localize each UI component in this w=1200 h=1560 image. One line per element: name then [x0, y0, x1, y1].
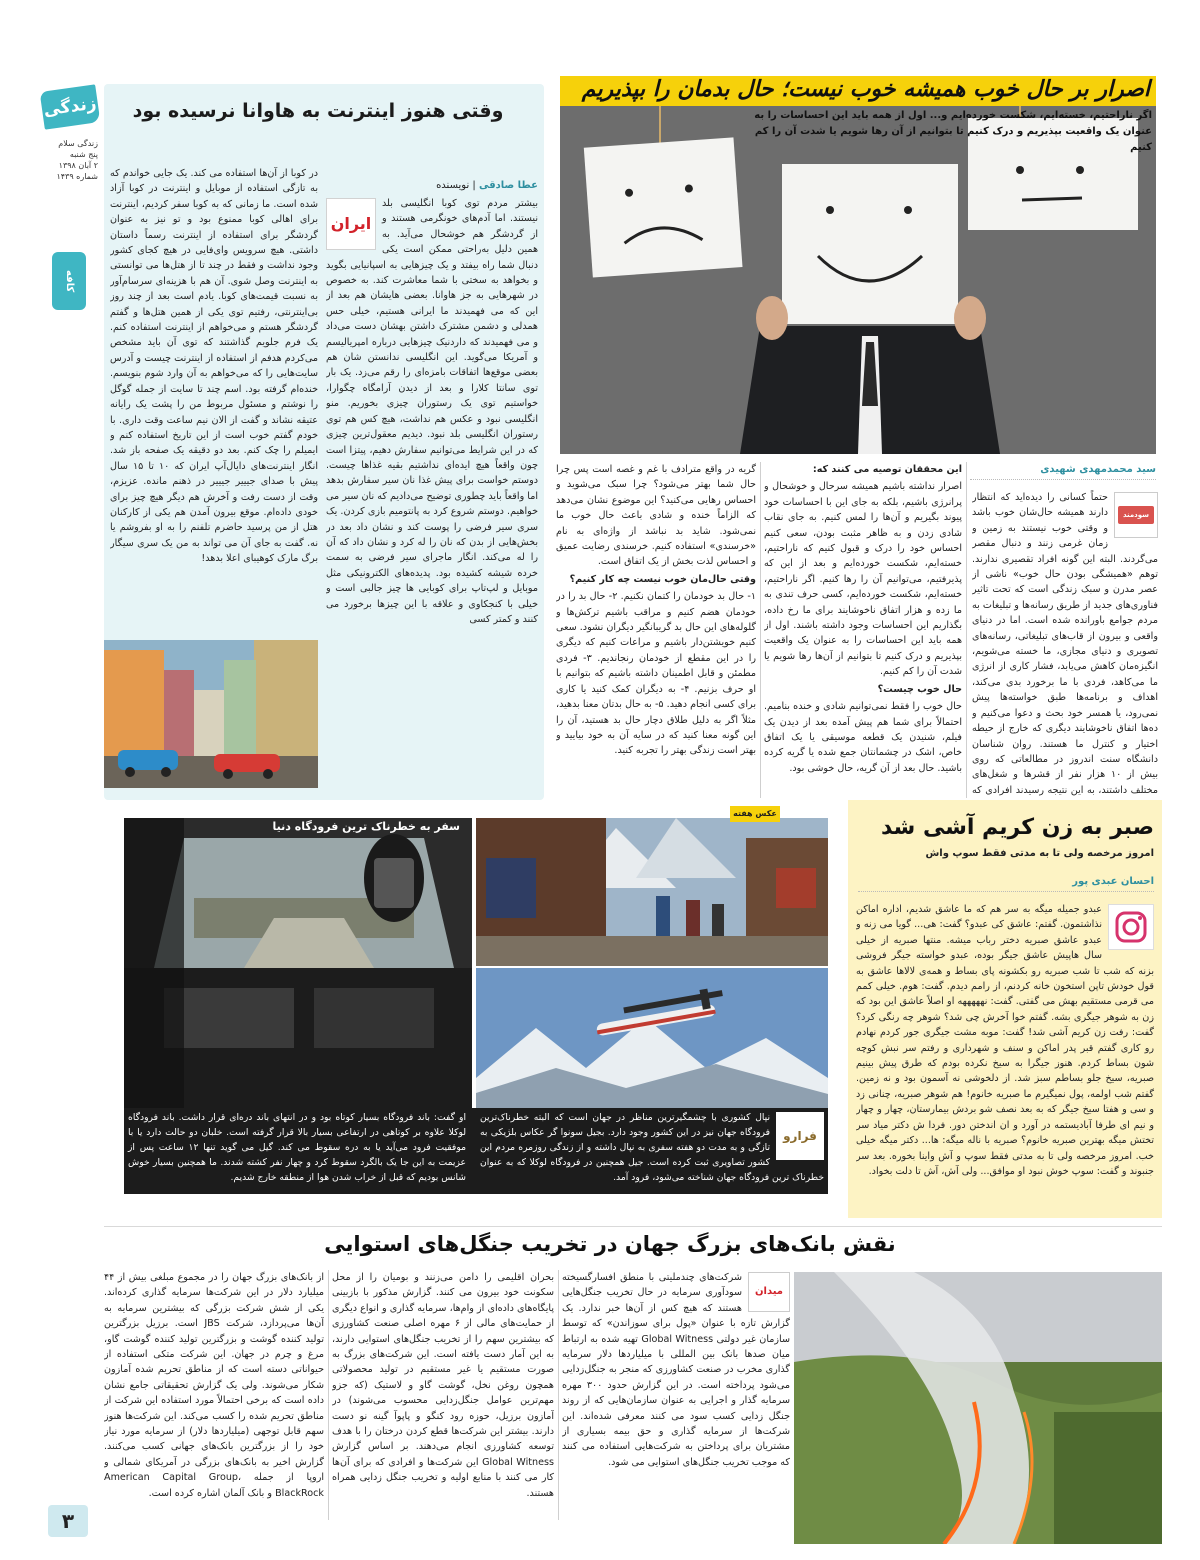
source-logo-text: فرارو — [783, 1129, 817, 1143]
happiness-column-3 — [556, 462, 756, 798]
havana-headline: وقتی هنوز اینترنت به هاوانا نرسیده بود — [132, 100, 504, 122]
plane-mountains-photo — [476, 968, 828, 1108]
meta-line: زندگی سلام — [58, 139, 98, 148]
article-paragraph: حال خوب را فقط نمی‌توانیم شادی و خنده بنامیم. احتمالاً برای شما هم پیش آمده بعد از دیدن یک فیلم، شنیدن یک قطعه موسیقی یا یک اتفاق خاص، اشک در چشمانتان جمع شده یا گریه کرده باشید. حال بعد از آن گریه، حال خوشی بود. — [764, 701, 962, 774]
happiness-headline: اصرار بر حال خوب همیشه خوب نیست؛ حال بدمان را بپذیریم — [581, 77, 1150, 102]
brand-logo: زندگی — [40, 84, 101, 129]
banks-column-3 — [104, 1270, 324, 1520]
happiness-column-1 — [972, 490, 1158, 800]
patience-body — [856, 902, 1154, 1214]
banks-column-2 — [332, 1270, 554, 1520]
meta-line: ۲ آبان ۱۳۹۸ — [58, 161, 98, 170]
article-paragraph: حتماً کسانی را دیده‌اید که انتظار دارند همیشه حال‌شان خوب باشد و وقتی خوب نیستند به زمین و زمان غرمی زنند و دنبال مقصر می‌گردند. البته این گونه افراد تقصیری ندارند. توهم «همیشگی بودن حال خوب» ناشی از عصر مدرن و سبک زندگی است که تحت تاثیر فناوری‌های جدید از طریق رسانه‌ها و تبلیغات به مردم جوامع باورانده شده است. اما در دنیای واقعی و بیرون از قاب‌های تبلیغاتی، رسانه‌های تصویری و دنیای مجازی، ما خسته می‌شویم، انگیزه‌مان کاهش می‌یابد، فشار کاری از انرژی ما می‌کاهد، فردی با ما برخورد بدی می‌کند، اهداف و برنامه‌ها طبق خواسته‌ها پیش نمی‌رود، یا همسر خود بحث و دعوا می‌کنیم و ده‌ها اتفاق ناخوشایند دیگری که خارج از حیطه اختیار و کنترل ما هستند. روان شناسان دانشگاه سنت اندروز در مطالعاتی که روی بیش از ۱۰ هزار نفر از قشرها و شغل‌های مختلف داشتند، به این نتیجه رسیدند افرادی که — [972, 492, 1158, 796]
havana-column-right — [326, 196, 538, 792]
article-paragraph: نپال کشوری با چشمگیرترین مناظر در جهان است که البته خطرناک‌ترین فرودگاه جهان نیز در این کشور وجود دارد. بجیل سونوا گر عکاس بلژیکی به تازگی و به مدت دو هفته سفری به نپال داشته و از زندگی روزمره مردم این کشور تصاویری ثبت کرده است. جیل همچنین در فرودگاه لوکلا که به عنوان خطرناک ترین فرودگاه جهان شناخته می‌شود، فرود آمد. — [480, 1112, 824, 1183]
article-paragraph: گریه در واقع مترادف با غم و غصه است پس چرا حال شما بهتر می‌شود؟ چرا سبک می‌شوید و احساس رهایی می‌کنید؟ این موضوع نشان می‌دهد که الزاماً خنده و شادی باعث حال خوب ما نمی‌شود. شاید بد نباشد از واژه‌ای به نام «خرسندی» استفاده کنیم. خرسندی رضایت عمیق و احساس لذت بخش از یک اتفاق است. — [556, 464, 756, 568]
author-role: نویسنده — [436, 180, 470, 191]
column-divider — [328, 1270, 329, 1520]
source-logo-text: میدان — [754, 1286, 783, 1297]
cockpit-photo — [124, 818, 472, 1108]
patience-headline: صبر به زن کریم آشی شد — [880, 815, 1154, 840]
article-paragraph: عبدو جمیله میگه به سر هم که ما عاشق شدیم، اداره اماکن نذاشتمون. گفتم: عاشق کی عبدو؟ گفت: هی... گویا می زنه و عبدو عاشق صبریه دختر رباب میشه. منتها صبریه از خیلی سال هاپیش عاشق جیگر بوده، عبدو خواسته جیگر فروشی بزنه که شب تا شب صبریه رو بکشونه پای بساط و همه‌ی لالا‌ها عاشق به قول خودش تاپن استخون خانه کردنم، از رامم دیدم. گفت: هوم. خیلی کمم می قرمی مستقیم بهش می گفتی. گفت: نهههههه او اصلاً عاشق این بود که زن به شوهر جیگری بشه. گفتم خوا آخرش چی شد؟ شوهر چه رنگی کرد؟ گفت: رفت زن کریم آشی شد! گفت: موبه مشت جیگری جور کردم نهادم رو کاری گفتم قبر پدر اماکن و سنف و شهرداری و رفتم سر نبش کوچه شون بساط کردم. هنوز جیگرا به سیخ نکرده بودم که طرق پیش بینیم صبریه، سیخ جلو بساطم سبز شد. از دلخوشی نه آسمون بود و نه زمین. گفتم شب اولمه، پول نمیگیرم ما صبریه خانوم! هم شوهر صبریه، چنانی زد و سی و هفتا سیخ جیگر که به بعد نصف شو بردش بیمارستان، چهار و چهار و نیم ای طرفا آبادیستمه در آورد و ان اندختن دور. فردا ش دکتر میاد سر تختش میگه بهترین صبریه خانوم؟ صبریه با ناله میگه: ها... دکتر میگه خیلی خب. امروز مرخصه ولی تا به مدتی فقط سوپ و آش واینا بخوره. بعد سر جنبوند و گفت: سوپ خوش نبود او موافق... ولی آش، آش تا دلت بخواد. — [856, 904, 1154, 1177]
instagram-icon — [1108, 904, 1154, 950]
fararu-logo — [776, 1112, 824, 1160]
photo-of-week-badge: عکس هفته — [730, 806, 780, 822]
happiness-column-2 — [764, 462, 962, 798]
iran-newspaper-logo — [326, 198, 376, 250]
article-paragraph: شرکت‌های چندملیتی با منطق افسارگسیخته سودآوری سرمایه در حال تخریب جنگل‌هایی هستند که هیچ کس از آن‌ها خبر ندارد. یک گزارش تازه با عنوان «پول برای سوزاندن» که توسط سازمان غیر دولتی Global Witness تهیه شده به ارتباط میان صدها بانک بین المللی با میلیاردها دلار سرمایه گذاری مخرب در صنعت کشاورزی که منجر به جنگل‌زدایی می‌شود پرداخته است. در این گزارش حدود ۳۰۰ مهره سرمایه گذار و اجرایی به عنوان سازمان‌هایی که از روند جنگل زدایی کسب سود می کنند معرفی شده‌اند. این شرکت‌ها از سرمایه گذاری و حق بیمه بسیاری از مشتریان برای پرداختن به شرکت‌هایی استفاده می کنند که موجب تخریب جنگل‌های استوایی می شود. — [562, 1272, 790, 1468]
subheading: وقتی حال‌مان خوب نیست چه کار کنیم؟ — [569, 573, 756, 585]
article-paragraph: بحران اقلیمی را دامن می‌زنند و بومیان را از محل سکونت خود بیرون می کنند. گزارش مذکور با بازبینی پایگاه‌های داده‌ای از وام‌ها، سرمایه گذاری و انواع دیگری از حمایت‌های مالی از ۶ مهره اصلی صنعت کشاورزی که بیشترین سهم را از تخریب جنگل‌های استوایی دارند، به این آمار دست یافته است. این شرکت‌های بزرگ به صورت مستقیم یا غیر مستقیم در تولید محصولاتی همچون روغن نخل، گوشت گاو و لاستیک (که جزو مهم‌ترین عوامل جنگل‌زدایی محسوب می‌شوند) در آمازون برزیل، حوزه رود کنگو و پاپوآ گینه نو دست دارند. بیشتر این شرکت‌ها قطع کردن درختان را با هدف توسعه کشاورزی انجام می‌دهند. بر اساس گزارش Global Witness این شرکت‌ها و افرادی که برای آن‌ها کار می کنند با منابع اولیه و تخریب جنگل زدایی همراه هستند. — [332, 1272, 554, 1499]
article-paragraph: در کوبا از آن‌ها استفاده می کند. یک جایی خواندم که به تازگی استفاده از موبایل و اینترنت در کوبا آزاد شده است. ما زمانی که به کوبا سفر کردیم، اینترنت برای اهالی کوبا ممنوع بود و تو نیز به عنوان گردشگر برای استفاده از اینترنت رسماً داستان داشتی. هیچ سرویس وای‌فایی در هیچ کجای کشور وجود نداشت و فقط در چند تا از هتل‌ها می توانستی به اینترنت وصل شوی. آن هم با هزینه‌ای سرسام‌آور به نسبت قیمت‌های کوبا. یادم است بعد از چند روز بی‌اینترنتی، رفتیم توی یکی از همین هتل‌ها و گفتم گردشگر هستم و می‌خواهم از اینترنت استفاده کنم. یک فرم جلویم گذاشتند که توی آن باید مشخص می‌کردم هدفم از استفاده از اینترنت چیست و آدرس سایت‌هایی را که می‌خواهم به آن وارد شوم بنویسم. خنده‌ام گرفته بود. اسم چند تا سایت از جمله گوگل را نوشتم و مسئول مربوط من را پشت یک رایانه عتیقه نشاند و گفت از الان نیم ساعت وقت داری. با خودم گفتم خوب است از این تاریخ استفاده کنم و ایمیلم را چک کنم. بعد دو دقیقه یک صفحه باز شد. انگار اینترنت‌های دایال‌آپ ایران که ۱۰ تا ۱۵ سال پیش با صدای جیییر جیییر در ذهنم مانده. عزیزم، وقت از دست رفت و آخرش هم دیگر هیچ چیز برای خودی داده‌ام. موقع بیرون آمدن هم یکی از کارکنان هتل از من پرسید حاضرم تلفنم را به او بفروشم یا نه. گفت به جای آن می تواند به من یک سری سیگار برگ مارک کوهیبای اعلا بدهد! — [110, 168, 318, 565]
banks-headline: نقش بانک‌های بزرگ جهان در تخریب جنگل‌های استوایی — [324, 1232, 896, 1256]
patience-subtitle: امروز مرخصه ولی تا به مدتی فقط سوپ واش — [925, 848, 1154, 859]
badge-label: سودمند — [1118, 506, 1154, 524]
source-logo-text: ایران — [330, 214, 372, 233]
faces-photo — [560, 106, 1156, 454]
happiness-byline: سید محمدمهدی شهیدی — [970, 464, 1156, 480]
column-divider — [966, 462, 967, 798]
column-divider — [760, 462, 761, 798]
article-paragraph: ۱- حال بد خودمان را کتمان نکنیم. ۲- حال بد را در خودمان هضم کنیم و مراقب باشیم ترکش‌ها و گلوله‌های این حال بد گریبانگیر دیگران نشود. سعی کنیم خویشتن‌دار باشیم و مراعات کنیم که دیگری را در این مقطع از خودمان رنجاندیم. ۳- فردی مطمئن و قابل اطمینان داشته باشیم که بتوانیم با او حرف بزنیم. ۴- به دیگران کمک کنید یا کاری برای کسی انجام دهید. ۵- به حال بدتان معنا بدهید، مثلاً اگر به دلیل طلاق دچار حال بد هستید، آن را این گونه معنا کنید که در سایه آن به خود بیایید و بهتر است زندگی بهتر را تجربه کنید. — [556, 591, 756, 757]
section-rule — [104, 1226, 1162, 1227]
havana-column-left — [110, 166, 318, 626]
column-divider — [558, 1270, 559, 1520]
subheading: این محققان توصیه می کنند که: — [812, 464, 962, 475]
week-photo-caption: سفر به خطرناک ترین فرودگاه دنیا — [272, 820, 460, 833]
meta-line: پنج شنبه — [69, 150, 98, 159]
patience-byline: احسان عبدی پور — [858, 876, 1154, 892]
happiness-lead: اگر ناراحتیم، خسته‌ایم، شکست خورده‌ایم و... اول از همه باید این احساسات را به عنوان یک واقعیت بپذیریم و درک کنیم تا بتوانیم از آن رها شویم یا شدت آن را کم کنیم — [754, 110, 1152, 153]
article-paragraph: بیشتر مردم توی کوبا انگلیسی بلد نیستند. اما آدم‌های خونگرمی هستند و از گردشگر هم خوشحال می‌آید. به همین دلیل به‌راحتی ممکن است یکی دنبال شما راه بیفتد و یک چیزهایی به اسپانیایی بگوید و بخواهد به سختی با شما معاشرت کند. به خصوص در شهرهایی به جز هاوانا. بعضی هایشان هم بعد از این که می فهمیدند ما ایرانی هستیم، خیلی حس همدلی و دشمن مشترک داشتن بهشان دست می‌داد و می فهمیدند که داردنیک چیزهایی درباره امپریالیسم و آمریکا می‌گوید. این انگلیسی ندانستن شان هم بعضی موقع‌ها اتفاقات بامزه‌ای را رقم می‌زد. یک بار توی سانتا کلارا و بعد از دیدن آرامگاه چگوارا، خواستیم توی یک رستوران چیزی بخوریم. منو انگلیسی نبود و عکس هم نداشت، هیچ کس هم توی رستوران انگلیسی بلد نبود. دیدیم معقول‌ترین چیزی که در این شرایط می‌توانیم سفارش دهیم، پیتزا است چون واقعاً هیچ ایده‌ای نداشتیم بقیه غذاها چیست. دوستم خواست برای پیش غذا نان سیر سفارش بدهد اما واقعاً باید چطوری توضیح می‌دادیم که نان سیر می خواهیم. دوستم شروع کرد به پانتومیم بازی کردن. یک سری سیر فرضی را پوست کند و نشان داد بعد در بخش‌هایی از بدن که نان را له کرد و نشان داد که آن را له می‌کند. انگار ماجرای سیر فرضی به سمت خرده شیشه کشیده بود. پدیده‌های الکترونیکی مثل موبایل و لپ‌تاپ برای کوبایی ها چیز جالبی است و خیلی با کنجکاوی و علاقه با این چیزها برخورد می کنند و کمتر کسی — [326, 198, 538, 625]
havana-byline: عطا صادقی | نویسنده — [436, 180, 538, 191]
midan-logo — [748, 1272, 790, 1312]
subheading: حال خوب چیست؟ — [877, 683, 962, 695]
page-number: ۳ — [48, 1505, 88, 1537]
havana-street-photo — [104, 640, 318, 788]
section-badge — [1114, 492, 1158, 538]
meta-line: شماره ۱۴۳۹ — [56, 172, 98, 181]
issue-meta — [40, 138, 98, 182]
article-paragraph: اصرار نداشته باشیم همیشه سرحال و خوشحال و پرانرژی باشیم، بلکه به جای این با احساسات خود پیوند بگیریم و آن‌ها را لمس کنیم. به جای نقاب شادی زدن و به ظاهر مثبت بودن، سعی کنیم احساس خود را درک و قبول کنیم که ناراحتیم، خسته‌ایم، شکست خورده‌ایم و بعد از این که پذیرفتیم، می‌توانیم آن را رها کنیم. اگر ناراحتیم، خسته‌ایم، شکست خورده‌ایم، کسی حرف تندی به ما زده و هزار اتفاق ناخوشایند برای ما رخ داده، بگذاریم این احساسات وجود داشته باشند. اول از همه باید این احساسات را به عنوان یک واقعیت بپذیریم و درک کنیم تا بتوانیم از آن‌ها رها شویم یا شدت آن را کم کنیم. — [764, 481, 962, 678]
week-photo-text-right — [480, 1110, 824, 1185]
section-tab[interactable]: کافه — [52, 252, 86, 310]
forest-fire-photo — [794, 1272, 1162, 1544]
article-paragraph: از بانک‌های بزرگ جهان را در مجموع مبلغی بیش از ۴۴ میلیارد دلار در این شرکت‌ها سرمایه گذاری کرده‌اند. یکی از شش شرکت بزرگی که بیشترین سرمایه به آن‌ها می‌پردازد، شرکت JBS است. برزیل بزرگترین تولید کننده گوشت و بزرگترین تولید کننده گوشت گاو، مرغ و چرم در جهان. این شرکت متکی استفاده از حیواناتی دسته است که از مناطق تحریم شده آمازون شکار می‌شوند. ولی یک گزارش تحقیقاتی جامع نشان داده است که برخی احتمالاً مورد استفاده این شرکت از مناطق تحریم شده را کسب می‌کند. این شرکت‌ها هنوز سهم قابل توجهی (میلیاردها دلار) از سرمایه مورد نیاز خود را از بزرگترین بانک‌های جهانی کسب می‌کنند. گزارش اخیر به بانک‌های بزرگی در آمریکای شمالی و اروپا از جمله American Capital Group، BlackRock و بانک آلمان اشاره کرده است. — [104, 1272, 324, 1499]
author-name: عطا صادقی — [478, 180, 538, 191]
nepal-market-photo — [476, 818, 828, 966]
week-photo-text-left: او گفت: باند فرودگاه بسیار کوتاه بود و در انتهای باند دره‌ای قرار داشت. باند فرودگاه لوکلا علاوه بر کوتاهی در ارتفاعی بسیار بالا قرار گرفته است. خلبان دو حالت دارد یا با موفقیت فرود می‌آید یا به دره سقوط می کند. گیل می گوید تنها ۱۲ ساعت پس از عزیمت به این جا یک بالگرد سقوط کرد و چهار نفر کشته شدند. ما همچنین بسیار خوش شانس بودیم که قبل از خراب شدن هوا از منطقه خارج شدیم. — [128, 1112, 466, 1183]
banks-column-1 — [562, 1270, 790, 1520]
masthead-logo — [40, 88, 98, 192]
